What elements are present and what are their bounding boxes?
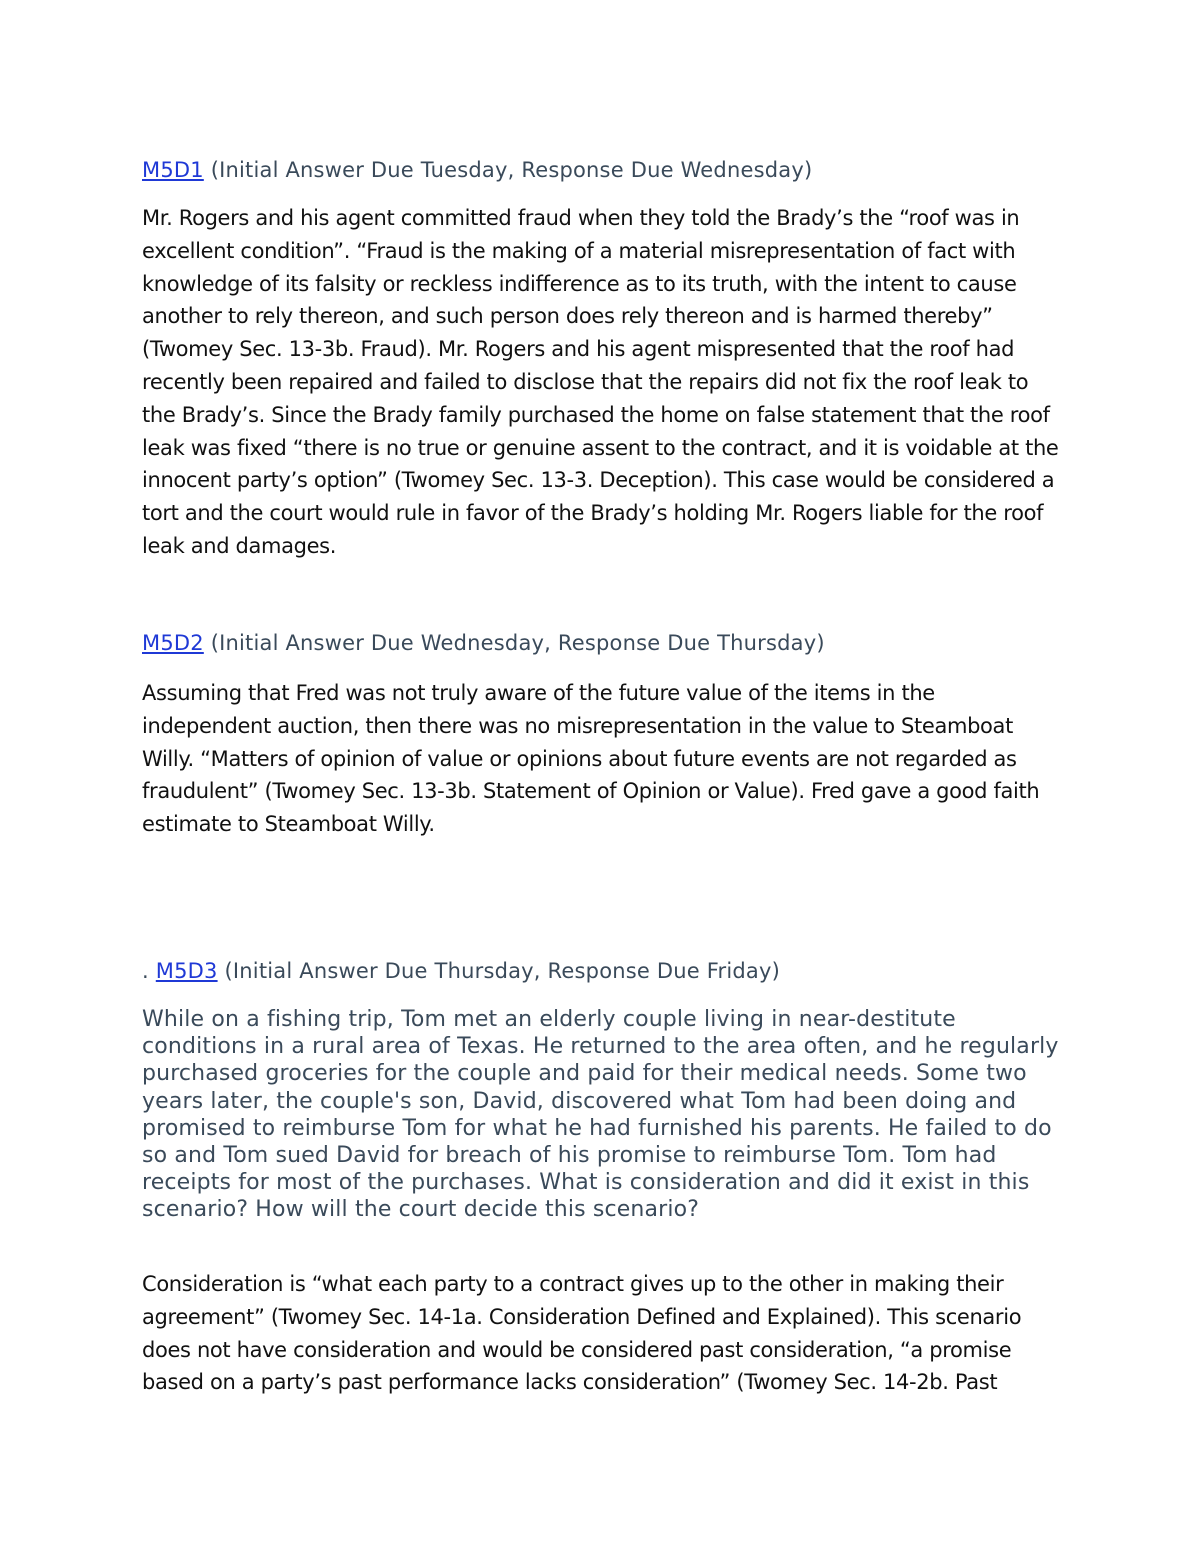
section-heading-m5d1 [142, 158, 812, 182]
section-heading-m5d2 [142, 631, 825, 655]
m5d3-answer-paragraph: Consideration is “what each party to a contract gives up to the other in making their agreement” (Twomey Sec. 14-1a. Consideration Defined and Explained). This scenario does not have consideration and would be considered past consideration, “a promise based on a party’s past performance lacks consideration” (Twomey Sec. 14-2b. Past [142, 1272, 1022, 1395]
m5d1-answer-paragraph: Mr. Rogers and his agent committed fraud when they told the Brady’s the “roof was in excellent condition”. “Fraud is the making of a material misrepresentation of fact with knowledge of its falsity or reckless indifference as to its truth, with the intent to cause another to rely thereon, and such person does rely thereon and is harmed thereby” (Twomey Sec. 13-3b. Fraud). Mr. Rogers and his agent mispresented that the roof had recently been repaired and failed to disclose that the repairs did not fix the roof leak to the Brady’s. Since the Brady family purchased the home on false statement that the roof leak was fixed “there is no true or genuine assent to the contract, and it is voidable at the innocent party’s option” (Twomey Sec. 13-3. Deception). This case would be considered a tort and the court would rule in favor of the Brady’s holding Mr. Rogers liable for the roof leak and damages. [142, 206, 1059, 558]
section-heading-m5d3 [142, 959, 780, 983]
m5d2-answer-paragraph: Assuming that Fred was not truly aware of the future value of the items in the independent auction, then there was no misrepresentation in the value to Steamboat Willy. “Matters of opinion of value or opinions about future events are not regarded as fraudulent” (Twomey Sec. 13-3b. Statement of Opinion or Value). Fred gave a good faith estimate to Steamboat Willy. [142, 681, 1040, 837]
m5d2-heading-rest: (Initial Answer Due Wednesday, Response Due Thursday) [210, 631, 825, 655]
m5d1-link[interactable]: M5D1 [142, 158, 204, 182]
m5d3-link[interactable]: M5D3 [155, 959, 218, 983]
m5d2-link[interactable]: M5D2 [142, 631, 204, 655]
m5d3-prefix: . [142, 959, 149, 983]
m5d1-heading-rest: (Initial Answer Due Tuesday, Response Due Wednesday) [210, 158, 813, 182]
m5d3-question-prompt: While on a fishing trip, Tom met an elderly couple living in near-destitute conditions in a rural area of Texas. He returned to the area often, and he regularly purchased groceries for the couple and paid for their medical needs. Some two years later, the couple's son, David, discovered what Tom had been doing and promised to reimburse Tom for what he had furnished his parents. He failed to do so and Tom sued David for breach of his promise to reimburse Tom. Tom had receipts for most of the purchases. What is consideration and did it exist in this scenario? How will the court decide this scenario? [142, 1007, 1059, 1223]
m5d3-heading-rest: (Initial Answer Due Thursday, Response Due Friday) [224, 959, 781, 983]
